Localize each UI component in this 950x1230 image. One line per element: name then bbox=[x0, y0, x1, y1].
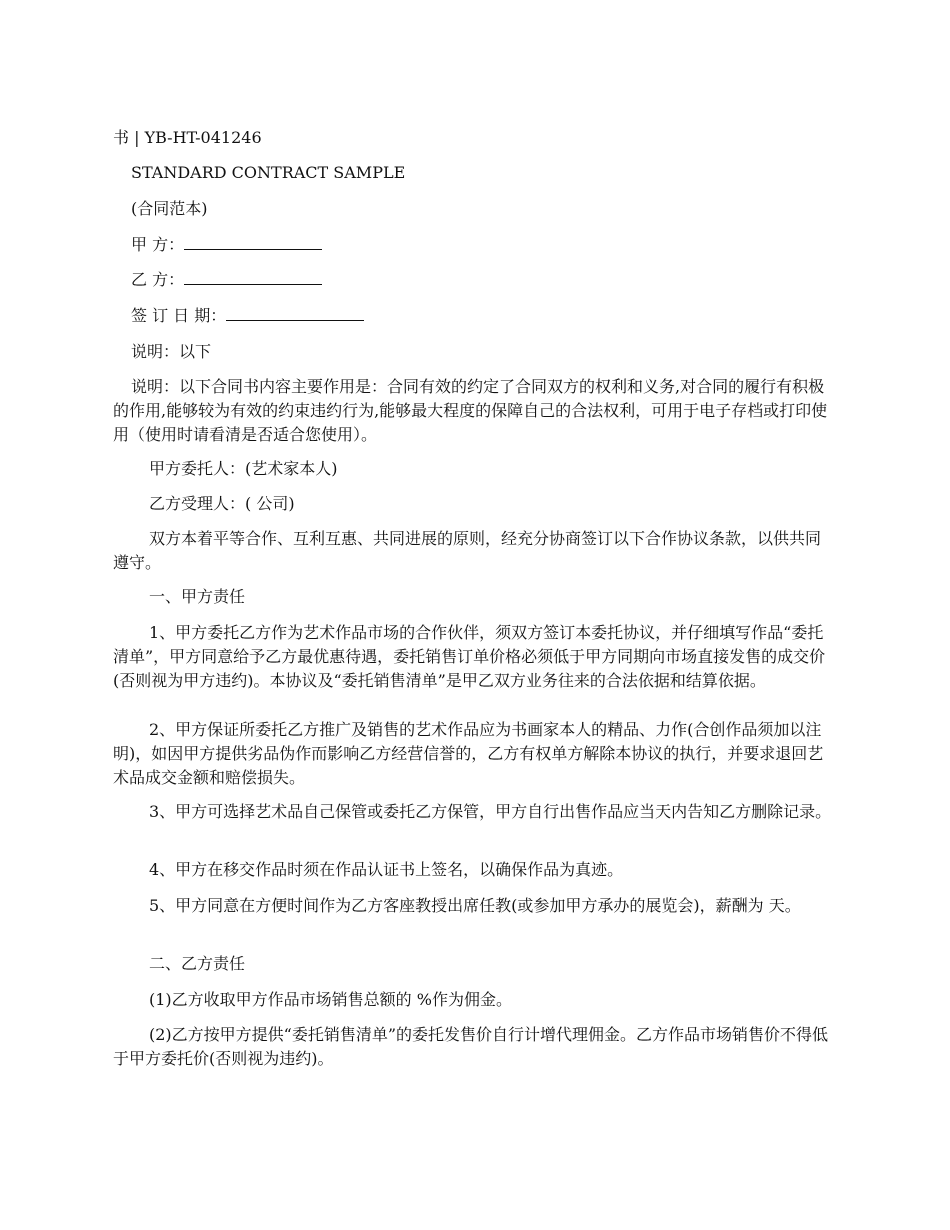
section1-item: 1、甲方委托乙方作为艺术作品市场的合作伙伴，须双方签订本委托协议，并仔细填写作品“委托清单”，甲方同意给予乙方最优惠待遇，委托销售订单价格必须低于甲方同期向市场直接发售的成交价(否则视为甲方违约)。本协议及“委托销售清单”是甲乙双方业务往来的合法依据和结算依据。 bbox=[113, 623, 826, 690]
chinese-title: (合同范本) bbox=[131, 199, 208, 218]
party-b-blank bbox=[184, 270, 322, 285]
party-a-label: 甲 方： bbox=[131, 235, 185, 254]
section1-item: 4、甲方在移交作品时须在作品认证书上签名，以确保作品为真迹。 bbox=[149, 860, 624, 879]
consignee-line: 乙方受理人：( 公司) bbox=[149, 494, 295, 513]
party-b-line bbox=[113, 268, 833, 292]
note-paragraph: 说明：以下合同书内容主要作用是：合同有效的约定了合同双方的权利和义务,对合同的履行有积极的作用,能够较为有效的约束违约行为,能够最大程度的保障自己的合法权利，可用于电子存档或打印使用（使用时请看清是否适合您使用）。 bbox=[113, 377, 828, 444]
section1-item: 2、甲方保证所委托乙方推广及销售的艺术作品应为书画家本人的精品、力作(合创作品须加以注明)，如因甲方提供劣品伪作而影响乙方经营信誉的，乙方有权单方解除本协议的执行，并要求退回艺术品成交金额和赔偿损失。 bbox=[113, 720, 824, 787]
date-label: 签 订 日 期： bbox=[131, 306, 227, 325]
consignor-line: 甲方委托人：(艺术家本人) bbox=[149, 459, 338, 478]
section1-heading: 一、甲方责任 bbox=[149, 587, 246, 606]
section2-heading: 二、乙方责任 bbox=[149, 954, 246, 973]
document-header: 书 | YB-HT-041246 bbox=[113, 128, 262, 147]
note-short: 说明：以下 bbox=[131, 342, 212, 361]
party-a-line bbox=[113, 233, 833, 257]
section1-item: 3、甲方可选择艺术品自己保管或委托乙方保管，甲方自行出售作品应当天内告知乙方删除记录。 bbox=[149, 802, 832, 821]
section1-item: 5、甲方同意在方便时间作为乙方客座教授出席任教(或参加甲方承办的展览会)，薪酬为 天。 bbox=[149, 896, 801, 915]
section2-item: (1)乙方收取甲方作品市场销售总额的 %作为佣金。 bbox=[149, 990, 512, 1009]
party-b-label: 乙 方： bbox=[131, 270, 185, 289]
section2-item: (2)乙方按甲方提供“委托销售清单”的委托发售价自行计增代理佣金。乙方作品市场销售价不得低于甲方委托价(否则视为违约)。 bbox=[113, 1025, 829, 1068]
party-a-blank bbox=[184, 235, 322, 250]
date-blank bbox=[226, 306, 364, 321]
date-line bbox=[113, 304, 833, 328]
preamble-paragraph: 双方本着平等合作、互利互惠、共同进展的原则，经充分协商签订以下合作协议条款，以供共同遵守。 bbox=[113, 529, 822, 572]
english-title: STANDARD CONTRACT SAMPLE bbox=[131, 163, 406, 182]
